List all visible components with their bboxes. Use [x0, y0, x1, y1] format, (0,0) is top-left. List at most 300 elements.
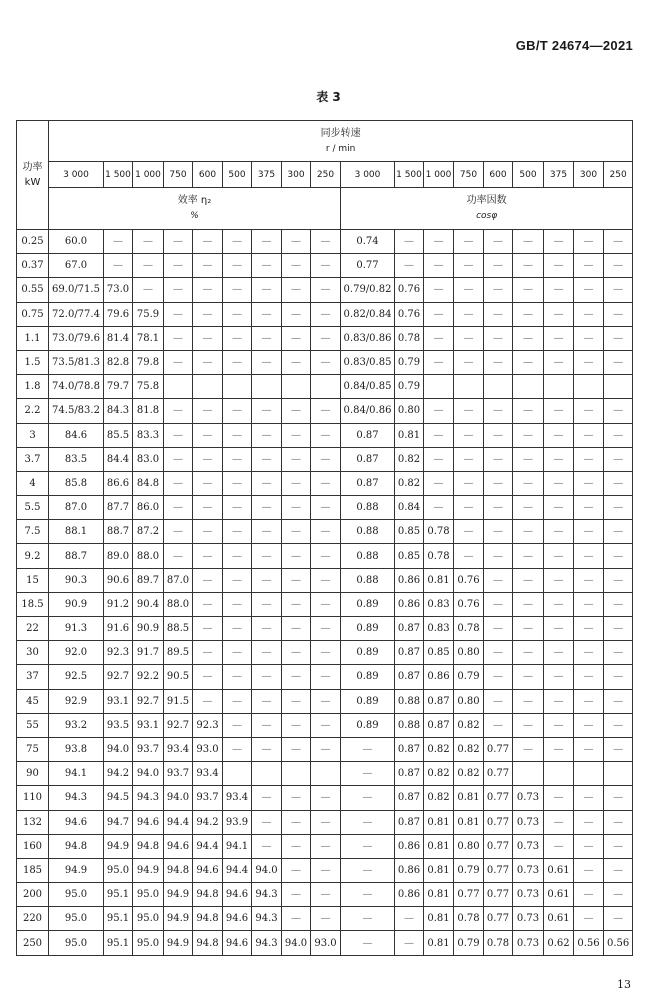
efficiency-cell: —	[311, 471, 341, 495]
power-factor-cell: —	[544, 617, 574, 641]
power-factor-cell: —	[395, 907, 424, 931]
power-factor-cell: —	[395, 230, 424, 254]
power-cell: 0.25	[17, 230, 49, 254]
efficiency-cell: 94.1	[49, 762, 104, 786]
power-factor-cell: —	[513, 326, 544, 350]
power-factor-speed-header: 300	[574, 162, 604, 188]
efficiency-cell: 95.0	[49, 907, 104, 931]
efficiency-cell: 94.3	[252, 931, 282, 955]
power-factor-cell: —	[604, 399, 633, 423]
power-factor-cell: —	[424, 423, 454, 447]
efficiency-cell: —	[223, 254, 252, 278]
efficiency-cell: 86.0	[133, 496, 164, 520]
power-factor-cell: —	[544, 713, 574, 737]
efficiency-cell: —	[311, 592, 341, 616]
efficiency-cell: —	[282, 665, 311, 689]
power-factor-cell: —	[484, 713, 513, 737]
table-row	[17, 544, 633, 568]
efficiency-cell: —	[252, 350, 282, 374]
efficiency-cell: 94.6	[223, 907, 252, 931]
efficiency-cell	[282, 375, 311, 399]
table-row	[17, 399, 633, 423]
efficiency-cell: —	[282, 230, 311, 254]
power-factor-cell: 0.82	[395, 471, 424, 495]
power-factor-cell: —	[604, 520, 633, 544]
power-factor-cell: 0.82	[454, 713, 484, 737]
efficiency-cell	[223, 375, 252, 399]
power-cell: 3.7	[17, 447, 49, 471]
efficiency-cell: —	[252, 447, 282, 471]
power-factor-cell: 0.77	[484, 762, 513, 786]
efficiency-cell: 94.6	[49, 810, 104, 834]
power-factor-cell: —	[544, 810, 574, 834]
power-factor-cell: —	[574, 254, 604, 278]
power-factor-cell: —	[341, 834, 395, 858]
power-factor-cell: 0.73	[513, 858, 544, 882]
efficiency-cell: —	[252, 665, 282, 689]
efficiency-cell: 93.0	[311, 931, 341, 955]
power-factor-cell: —	[513, 254, 544, 278]
efficiency-cell: 94.8	[49, 834, 104, 858]
efficiency-speed-header: 500	[223, 162, 252, 188]
power-factor-unit: cosφ	[476, 211, 498, 221]
power-cell: 200	[17, 883, 49, 907]
power-factor-cell	[454, 375, 484, 399]
power-factor-cell: —	[574, 568, 604, 592]
efficiency-cell: —	[193, 447, 223, 471]
efficiency-cell: 81.8	[133, 399, 164, 423]
power-factor-cell: —	[544, 471, 574, 495]
efficiency-cell: 94.2	[193, 810, 223, 834]
table-row	[17, 931, 633, 955]
efficiency-cell: —	[193, 592, 223, 616]
power-factor-cell: 0.88	[341, 496, 395, 520]
power-factor-cell: —	[604, 737, 633, 761]
power-cell: 90	[17, 762, 49, 786]
efficiency-cell: —	[223, 592, 252, 616]
power-factor-cell: 0.62	[544, 931, 574, 955]
efficiency-cell: 74.0/78.8	[49, 375, 104, 399]
power-factor-cell: —	[604, 447, 633, 471]
efficiency-cell: 88.0	[133, 544, 164, 568]
efficiency-speed-header: 1 500	[104, 162, 133, 188]
efficiency-cell: 94.9	[164, 931, 193, 955]
efficiency-cell: 94.9	[133, 858, 164, 882]
efficiency-cell: —	[282, 786, 311, 810]
power-factor-cell: 0.73	[513, 931, 544, 955]
efficiency-cell: —	[193, 496, 223, 520]
power-factor-cell: —	[484, 520, 513, 544]
efficiency-cell: 89.7	[133, 568, 164, 592]
power-factor-cell: —	[424, 254, 454, 278]
table-row	[17, 254, 633, 278]
power-factor-cell: 0.61	[544, 858, 574, 882]
table-row	[17, 786, 633, 810]
power-factor-cell: —	[544, 786, 574, 810]
efficiency-cell: 94.9	[104, 834, 133, 858]
power-factor-cell: —	[454, 423, 484, 447]
efficiency-cell: 94.9	[49, 858, 104, 882]
power-factor-cell	[544, 375, 574, 399]
efficiency-cell: —	[282, 858, 311, 882]
efficiency-cell: —	[223, 230, 252, 254]
efficiency-cell: 90.3	[49, 568, 104, 592]
efficiency-cell: 88.5	[164, 617, 193, 641]
power-factor-cell: —	[544, 641, 574, 665]
efficiency-cell: 94.3	[252, 907, 282, 931]
power-cell: 4	[17, 471, 49, 495]
efficiency-cell: 94.0	[164, 786, 193, 810]
power-factor-cell: 0.87	[395, 665, 424, 689]
power-factor-cell: —	[513, 641, 544, 665]
power-factor-cell: 0.85	[395, 544, 424, 568]
power-factor-cell: 0.88	[395, 713, 424, 737]
table-body	[17, 230, 633, 956]
efficiency-cell	[164, 375, 193, 399]
efficiency-cell: 94.4	[164, 810, 193, 834]
efficiency-cell: —	[223, 302, 252, 326]
efficiency-cell: 94.8	[133, 834, 164, 858]
efficiency-cell: 92.3	[193, 713, 223, 737]
power-factor-cell: —	[604, 423, 633, 447]
efficiency-cell: —	[193, 544, 223, 568]
efficiency-cell: —	[282, 907, 311, 931]
efficiency-cell: 87.0	[49, 496, 104, 520]
efficiency-cell: 94.3	[133, 786, 164, 810]
power-factor-cell: 0.87	[395, 617, 424, 641]
efficiency-cell: —	[311, 520, 341, 544]
efficiency-cell: —	[282, 350, 311, 374]
efficiency-cell: —	[311, 496, 341, 520]
efficiency-cell: —	[282, 713, 311, 737]
efficiency-cell: —	[252, 786, 282, 810]
efficiency-cell: 60.0	[49, 230, 104, 254]
power-factor-cell: 0.86	[395, 568, 424, 592]
power-cell: 45	[17, 689, 49, 713]
efficiency-cell: —	[311, 810, 341, 834]
efficiency-cell: —	[193, 350, 223, 374]
power-factor-cell: —	[513, 496, 544, 520]
efficiency-cell: —	[164, 496, 193, 520]
power-header	[17, 121, 49, 230]
power-factor-speed-header: 3 000	[341, 162, 395, 188]
efficiency-cell: 90.9	[49, 592, 104, 616]
efficiency-cell: —	[223, 496, 252, 520]
efficiency-cell: —	[164, 520, 193, 544]
power-unit: kW	[24, 177, 41, 188]
efficiency-cell: 69.0/71.5	[49, 278, 104, 302]
power-factor-cell: —	[454, 254, 484, 278]
power-factor-cell: —	[513, 544, 544, 568]
efficiency-cell: 92.7	[133, 689, 164, 713]
efficiency-cell	[252, 375, 282, 399]
efficiency-cell: —	[223, 447, 252, 471]
power-factor-cell: —	[604, 302, 633, 326]
table-row	[17, 423, 633, 447]
power-factor-cell: 0.73	[513, 810, 544, 834]
efficiency-cell: —	[311, 447, 341, 471]
power-factor-cell: 0.87	[395, 762, 424, 786]
efficiency-cell: —	[252, 471, 282, 495]
efficiency-cell: —	[252, 399, 282, 423]
efficiency-cell: —	[223, 399, 252, 423]
efficiency-cell: 91.5	[164, 689, 193, 713]
efficiency-cell: 75.8	[133, 375, 164, 399]
efficiency-cell: 94.2	[104, 762, 133, 786]
power-factor-cell: 0.79	[454, 665, 484, 689]
efficiency-cell: 73.0/79.6	[49, 326, 104, 350]
power-factor-cell: —	[424, 447, 454, 471]
efficiency-cell: —	[311, 350, 341, 374]
power-factor-cell: 0.73	[513, 907, 544, 931]
power-factor-cell: 0.86	[424, 665, 454, 689]
efficiency-cell: —	[311, 907, 341, 931]
efficiency-cell: —	[311, 423, 341, 447]
efficiency-cell: 90.5	[164, 665, 193, 689]
power-factor-cell: —	[454, 520, 484, 544]
power-factor-cell: —	[544, 520, 574, 544]
efficiency-cell: —	[193, 423, 223, 447]
power-cell: 55	[17, 713, 49, 737]
efficiency-cell: 94.3	[252, 883, 282, 907]
power-factor-cell: 0.56	[574, 931, 604, 955]
efficiency-cell: 93.7	[193, 786, 223, 810]
power-factor-cell: —	[544, 592, 574, 616]
efficiency-cell: 93.1	[133, 713, 164, 737]
power-factor-cell: —	[604, 713, 633, 737]
efficiency-cell: 93.4	[164, 737, 193, 761]
power-factor-cell: —	[341, 883, 395, 907]
power-factor-cell: 0.80	[454, 689, 484, 713]
power-cell: 0.55	[17, 278, 49, 302]
power-factor-cell	[574, 762, 604, 786]
efficiency-cell: —	[252, 713, 282, 737]
power-factor-cell: —	[424, 302, 454, 326]
efficiency-cell: —	[133, 230, 164, 254]
power-factor-cell: —	[341, 762, 395, 786]
power-factor-cell: —	[341, 931, 395, 955]
power-cell: 9.2	[17, 544, 49, 568]
efficiency-cell: —	[311, 834, 341, 858]
power-factor-cell: 0.83/0.85	[341, 350, 395, 374]
efficiency-cell: 93.5	[104, 713, 133, 737]
efficiency-cell: 95.0	[49, 883, 104, 907]
power-cell: 0.75	[17, 302, 49, 326]
table-row	[17, 858, 633, 882]
power-factor-cell: —	[341, 858, 395, 882]
efficiency-speed-header: 250	[311, 162, 341, 188]
efficiency-cell: —	[193, 568, 223, 592]
power-factor-cell: 0.56	[604, 931, 633, 955]
speed-header	[49, 121, 633, 162]
power-factor-cell: —	[544, 350, 574, 374]
power-factor-cell: —	[395, 931, 424, 955]
efficiency-cell: 95.1	[104, 907, 133, 931]
efficiency-cell: —	[282, 471, 311, 495]
efficiency-cell: —	[252, 810, 282, 834]
power-factor-cell: 0.73	[513, 883, 544, 907]
power-factor-cell: 0.79	[454, 931, 484, 955]
efficiency-cell: 91.7	[133, 641, 164, 665]
efficiency-cell: —	[282, 278, 311, 302]
table-row	[17, 326, 633, 350]
power-factor-cell: —	[604, 641, 633, 665]
efficiency-cell: —	[282, 834, 311, 858]
speed-values-row	[17, 162, 633, 188]
efficiency-speed-header: 600	[193, 162, 223, 188]
power-factor-cell: —	[544, 568, 574, 592]
power-factor-cell: —	[604, 496, 633, 520]
efficiency-cell: —	[311, 883, 341, 907]
power-factor-cell: —	[454, 326, 484, 350]
power-factor-cell: 0.82	[424, 786, 454, 810]
power-factor-cell: 0.83/0.86	[341, 326, 395, 350]
table-row	[17, 617, 633, 641]
power-factor-cell: 0.77	[484, 907, 513, 931]
efficiency-cell: —	[282, 326, 311, 350]
power-factor-cell: —	[574, 592, 604, 616]
power-cell: 22	[17, 617, 49, 641]
power-factor-cell: 0.81	[424, 834, 454, 858]
efficiency-cell: 94.6	[164, 834, 193, 858]
power-factor-cell: 0.81	[424, 858, 454, 882]
efficiency-cell: —	[282, 496, 311, 520]
efficiency-cell: 94.0	[282, 931, 311, 955]
power-factor-cell: —	[574, 278, 604, 302]
power-cell: 220	[17, 907, 49, 931]
efficiency-cell: 92.7	[104, 665, 133, 689]
efficiency-cell: 94.0	[133, 762, 164, 786]
power-factor-cell: —	[513, 689, 544, 713]
power-cell: 1.8	[17, 375, 49, 399]
power-factor-cell: 0.82	[395, 447, 424, 471]
power-factor-cell: —	[574, 544, 604, 568]
efficiency-cell: 95.0	[104, 858, 133, 882]
efficiency-cell: —	[282, 737, 311, 761]
table-row	[17, 230, 633, 254]
efficiency-cell: —	[164, 423, 193, 447]
power-factor-cell: —	[513, 350, 544, 374]
power-factor-cell: —	[604, 278, 633, 302]
efficiency-cell	[252, 762, 282, 786]
table-row	[17, 907, 633, 931]
efficiency-cell: —	[252, 737, 282, 761]
power-factor-cell: —	[454, 447, 484, 471]
power-factor-cell: 0.78	[424, 520, 454, 544]
power-factor-cell: —	[604, 786, 633, 810]
power-factor-speed-header: 1 500	[395, 162, 424, 188]
power-factor-cell: —	[544, 278, 574, 302]
efficiency-cell	[193, 375, 223, 399]
power-factor-cell: —	[484, 471, 513, 495]
efficiency-speed-header: 750	[164, 162, 193, 188]
efficiency-cell: —	[193, 641, 223, 665]
efficiency-cell: 91.3	[49, 617, 104, 641]
efficiency-cell: —	[252, 278, 282, 302]
efficiency-speed-header: 375	[252, 162, 282, 188]
power-factor-cell: —	[424, 471, 454, 495]
power-factor-cell: 0.85	[395, 520, 424, 544]
efficiency-cell: 87.7	[104, 496, 133, 520]
power-factor-cell: 0.87	[424, 713, 454, 737]
efficiency-speed-header: 300	[282, 162, 311, 188]
efficiency-cell: —	[252, 568, 282, 592]
efficiency-cell: 94.5	[104, 786, 133, 810]
efficiency-cell: 84.3	[104, 399, 133, 423]
efficiency-cell: —	[282, 399, 311, 423]
power-factor-cell: —	[544, 544, 574, 568]
efficiency-cell: —	[164, 471, 193, 495]
power-factor-cell: —	[574, 471, 604, 495]
power-factor-cell: —	[604, 617, 633, 641]
efficiency-cell: 94.3	[49, 786, 104, 810]
power-factor-cell: 0.88	[395, 689, 424, 713]
efficiency-cell: 95.0	[133, 883, 164, 907]
power-factor-speed-header: 1 000	[424, 162, 454, 188]
table-row	[17, 350, 633, 374]
power-factor-cell: —	[513, 399, 544, 423]
efficiency-cell: 95.0	[49, 931, 104, 955]
power-factor-cell: —	[574, 907, 604, 931]
standard-code: GB/T 24674—2021	[515, 38, 633, 53]
power-factor-cell: —	[604, 592, 633, 616]
power-factor-cell	[544, 762, 574, 786]
power-cell: 1.1	[17, 326, 49, 350]
power-factor-speed-header: 250	[604, 162, 633, 188]
power-factor-cell: 0.87	[341, 447, 395, 471]
power-factor-cell: —	[424, 230, 454, 254]
power-factor-cell	[604, 762, 633, 786]
efficiency-cell: 94.9	[164, 883, 193, 907]
power-factor-speed-header: 500	[513, 162, 544, 188]
table-row	[17, 641, 633, 665]
efficiency-cell: 88.7	[49, 544, 104, 568]
efficiency-cell: 95.1	[104, 883, 133, 907]
power-cell: 1.5	[17, 350, 49, 374]
table-row	[17, 375, 633, 399]
table-row	[17, 496, 633, 520]
power-factor-cell: —	[574, 302, 604, 326]
efficiency-cell: 83.5	[49, 447, 104, 471]
power-factor-cell: —	[574, 713, 604, 737]
power-factor-cell: 0.87	[395, 786, 424, 810]
power-cell: 2.2	[17, 399, 49, 423]
power-factor-cell: —	[544, 689, 574, 713]
efficiency-cell: 84.8	[133, 471, 164, 495]
power-factor-cell: —	[574, 617, 604, 641]
efficiency-cell: 93.0	[193, 737, 223, 761]
power-factor-cell: 0.84/0.86	[341, 399, 395, 423]
efficiency-unit: %	[190, 211, 199, 221]
power-factor-cell: —	[513, 713, 544, 737]
efficiency-cell: —	[252, 302, 282, 326]
table-row	[17, 471, 633, 495]
power-factor-cell: 0.74	[341, 230, 395, 254]
efficiency-cell: 81.4	[104, 326, 133, 350]
power-factor-cell: —	[513, 278, 544, 302]
efficiency-cell: 91.6	[104, 617, 133, 641]
power-factor-cell: —	[424, 350, 454, 374]
efficiency-cell: —	[311, 713, 341, 737]
power-cell: 15	[17, 568, 49, 592]
efficiency-cell: —	[223, 617, 252, 641]
efficiency-cell: —	[223, 350, 252, 374]
efficiency-cell: 92.5	[49, 665, 104, 689]
efficiency-cell: —	[252, 834, 282, 858]
power-factor-cell: —	[513, 447, 544, 471]
power-factor-cell: 0.83	[424, 592, 454, 616]
power-factor-cell: —	[454, 544, 484, 568]
